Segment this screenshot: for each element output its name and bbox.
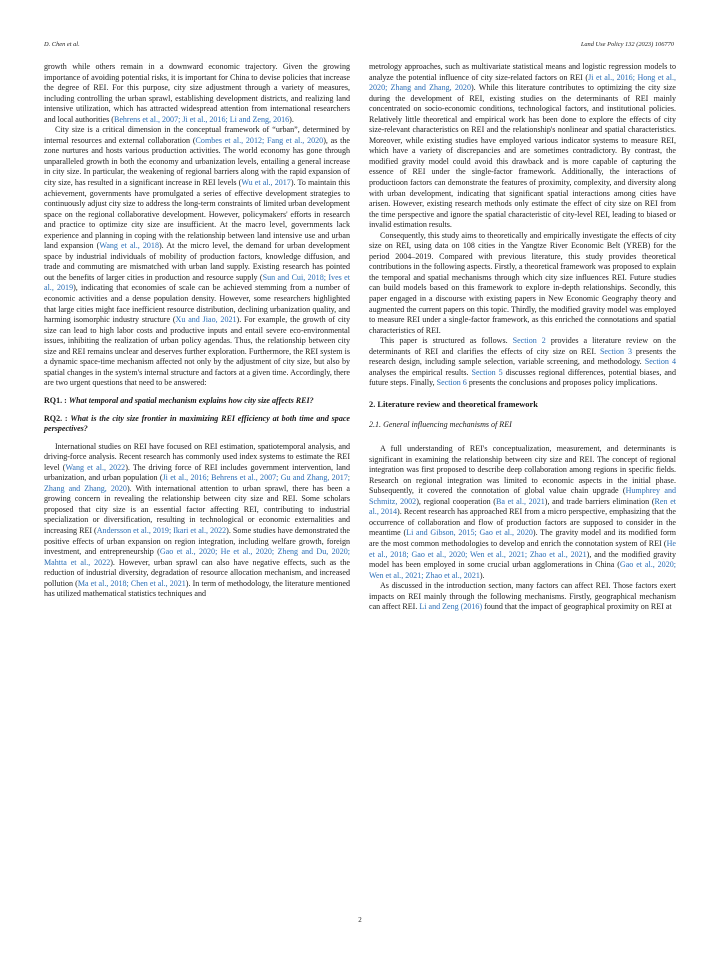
paragraph: This paper is structured as follows. Section 2 provides a literature review on the determinants of REI and clarifies the effects of city size on REI. Section 3 presents the research design, including sample selection, variable screening, and methodology. Section 4 analyses the empirical results. Section 5 discusses regional differences, potential biases, and future steps. Finally, Section 6 presents the conclusions and proposes policy implications. — [369, 336, 676, 388]
rq-label: RQ1. : — [44, 395, 69, 405]
citation-link[interactable]: Ji et al., 2016; Hong et al., 2020; Zhang and Zhang, 2020 — [369, 72, 676, 93]
citation-link[interactable]: Wang et al., 2022 — [65, 462, 126, 472]
citation-link[interactable]: Gao et al., 2020; He et al., 2020; Zheng and Du, 2020; Mahtta et al., 2022 — [44, 547, 350, 567]
citation-link[interactable]: Xu and Jiao, 2021 — [175, 315, 237, 325]
rq-text: What temporal and spatial mechanism explains how city size affects REI? — [68, 395, 314, 405]
paragraph: International studies on REI have focused on REI estimation, spatiotemporal analysis, and driving-force analysis. Recent research has commonly used index systems to estimate the REI level (Wang et al., 2022). The driving force of REI includes government intervention, land urbanization, and urban population (Ji et al., 2016; Behrens et al., 2007; Gu and Zhang, 2017; Zhang and Zhang, 2020). With international attention to urban sprawl, there has been a growing concern in revealing the relationship between city size and REI. Some scholars proposed that city size is an essential factor affecting REI, contributing to industrial specialization or diversification, resulting in technological or economic externalities and increasing REI (Andersson et al., 2019; Ikari et al., 2022). Some studies have demonstrated the positive effects of urban expansion on region integration, including welfare growth, foreign investment, and entrepreneurship (Gao et al., 2020; He et al., 2020; Zheng and Du, 2020; Mahtta et al., 2022). However, urban sprawl can also have negative effects, such as the reduction of industrial diversity, degradation of resource allocation mechanism, and increased pollution (Ma et al., 2018; Chen et al., 2021). In term of methodology, the literature mentioned has utilized mathematical statistics techniques and — [44, 441, 351, 599]
citation-link[interactable]: Section 6 — [436, 378, 467, 388]
paragraph: City size is a critical dimension in the conceptual framework of “urban”, determined by internal resources and external collaboration (Combes et al., 2012; Fang et al., 2020), as the zone nurtures and hosts various production activities. The world economy has gone through unparalleled growth in both the economy and urbanization levels, entailing a general increase in city size. In particular, the weakening of regional barriers along with the rapid expansion of city size, has resulted in a significant increase in REI levels (Wu et al., 2017). To maintain this achievement, governments have promulgated a series of effective development strategies to continuously adjust city size to address the long-term constraints of limited urban development space on the regional collaborative development. However, policymakers' efforts in research and practice to optimize city size are insufficient. At the macro level, governments lack experience and planning in coping with the relationship between land intensive use and urban land expansion (Wang et al., 2018). At the micro level, the demand for urban development space by industrial individuals of mobility of production factors, knowledge diffusion, and trade and commuting are mismatched with urban land supply. Existing research has pointed out the benefits of larger cities in production and resource supply (Sun and Cui, 2018; Ives et al., 2019), indicating that economies of scale can be achieved stemming from a number of economic activities and a dense population density. However, some researchers highlighted that large cities might face inefficient resource distribution, declining urbanization quality, and harming isomorphic industry structure (Xu and Jiao, 2021). For example, the growth of city size can lead to high labor costs and productive inputs and entail severe eco-environmental issues, inhibiting the realization of urban policy agendas. Thus, the relationship between city size and REI remains unclear and deserves further exploration. Furthermore, the REI system is a dynamic space-time mechanism affected not only by the adjustment of city size, but also by spatial changes in the system's internal structure and factors at a given time. Accordingly, there are two urgent questions that need to be answered: — [44, 125, 351, 388]
paragraph: As discussed in the introduction section, many factors can affect REI. Those factors exert impacts on REI mainly through the following mechanisms. Firstly, geographical mechanism can affect REI. Li and Zeng (2016) found that the impact of geographical proximity on REI at — [369, 581, 676, 612]
citation-link[interactable]: Combes et al., 2012; Fang et al., 2020 — [195, 135, 324, 145]
citation-link[interactable]: Wang et al., 2018 — [99, 241, 159, 251]
citation-link[interactable]: Behrens et al., 2007; Ji et al., 2016; Li and Zeng, 2016 — [113, 114, 290, 124]
citation-link[interactable]: Gao et al., 2020; Wen et al., 2021; Zhao et al., 2021 — [369, 560, 676, 580]
paragraph: metrology approaches, such as multivariate statistical means and logistic regression models to analyze the potential influence of city size-related factors on REI (Ji et al., 2016; Hong et al., 2020; Zhang and Zhang, 2020). While this literature contributes to optimizing the city size during the development of REI, existing studies on the determinants of REI mainly concentrated on socio-economic conditions, technological factors, and institutional policies. Relatively little theoretical and empirical work has been done to explore the effects of city size-relevant characteristics on REI and the relationship's nonlinear and spatial characteristics. Moreover, while existing studies have employed various indicator systems to measure REI, which have a variety of discrepancies and are sometimes contradictory. By contrast, the modified gravity model could avoid this drawback and is more capable of capturing the essence of REI under the single-factor framework. Additionally, the interactions of productioon factors can demonstrate the features of proximity, complexity, and diversity along with urban development, indicating that significant spatial interactions among cities have arisen. However, existing research methods only estimate the effect of city size on REI from the time perspective and ignore the spatial characteristic of city-level REI, leading to biased or invalid estimation results. — [369, 62, 676, 230]
citation-link[interactable]: Li and Zeng (2016) — [419, 602, 483, 612]
right-column — [369, 62, 676, 613]
page-number: 2 — [358, 916, 362, 924]
citation-link[interactable]: Section 5 — [471, 367, 503, 377]
paragraph: growth while others remain in a downward economic trajectory. Given the growing importance of avoiding potential risks, it is important for China to devise policies that increase the degree of REI. For this purpose, city size adjustment through a variety of measures, including controlling the urban sprawl, establishing development districts, and realizing land intensive utilization, which has attracted widespread attention from international researchers and local authorities (Behrens et al., 2007; Ji et al., 2016; Li and Zeng, 2016). — [44, 62, 350, 124]
paragraph: A full understanding of REI's conceptualization, measurement, and determinants is significant in examining the relationship between city size and REI. The concept of regional integration was first proposed to describe deep collaboration among regions in specific fields. Research on regional integration was limited to economic aspects in the initial phase. Subsequently, it covered the connotation of global value chain upgrade (Humphrey and Schmitz, 2002), regional cooperation (Ba et al., 2021), and trade barriers elimination (Ren et al., 2014). Recent research has approached REI from a micro perspective, emphasizing that the occurrence of collaboration and flow of production factors are supposed to consider in the meantime (Li and Gibson, 2015; Gao et al., 2020). The gravity model and its modified form are the most common methodologies to develop and enrich the connotation system of REI (He et al., 2018; Gao et al., 2020; Wen et al., 2021; Zhao et al., 2021), and the modified gravity model has been employed in some crucial urban agglomerations in China (Gao et al., 2020; Wen et al., 2021; Zhao et al., 2021). — [369, 444, 677, 580]
citation-link[interactable]: Li and Gibson, 2015; Gao et al., 2020 — [406, 528, 533, 538]
rq-text: What is the city size frontier in maximizing REI efficiency at both time and space perspectives? — [44, 413, 350, 434]
citation-link[interactable]: Wu et al., 2017 — [241, 178, 291, 188]
citation-link[interactable]: Ji et al., 2016; Behrens et al., 2007; Gu and Zhang, 2017; Zhang and Zhang, 2020 — [44, 473, 350, 493]
running-header-author: D. Chen et al. — [44, 41, 80, 48]
citation-link[interactable]: Andersson et al., 2019; Ikari et al., 2022 — [96, 525, 227, 535]
section-heading: 2. Literature review and theoretical framework — [369, 399, 538, 409]
subsection-heading: 2.1. General influencing mechanisms of REI — [369, 419, 512, 429]
research-question-1 — [44, 396, 350, 407]
citation-link[interactable]: Section 3 — [599, 346, 632, 356]
citation-link[interactable]: Humphrey and Schmitz, 2002 — [369, 486, 676, 506]
paragraph: Consequently, this study aims to theoretically and empirically investigate the effects of city size on REI, using data on 108 cities in the Yangtze River Economic Belt (YREB) for the period 2004–2019. Compared with previous literature, this study provides theoretical contributions in the following aspects. Firstly, a theoretical framework was proposed to explain the temporal and spatial mechanisms through which city size influences REI. Future studies can build models based on this framework to explore in-depth relationships. Secondly, this paper engaged in a discourse with existing papers in New Economic Geography theory and augmented the current papers on this topic. Thirdly, the modified gravity model was employed to measure REI under a single-factor framework, as this enriched the connotations and spatial characteristics of REI. — [369, 230, 676, 335]
running-header-journal: Land Use Policy 132 (2023) 106770 — [580, 41, 674, 48]
research-question-2 — [44, 414, 350, 435]
citation-link[interactable]: Sun and Cui, 2018; Ives et al., 2019 — [44, 272, 350, 293]
citation-link[interactable]: Section 4 — [644, 357, 676, 367]
rq-label: RQ2. : — [44, 413, 71, 423]
citation-link[interactable]: He et al., 2018; Gao et al., 2020; Wen et al., 2021; Zhao et al., 2021 — [369, 538, 676, 559]
citation-link[interactable]: Ba et al., 2021 — [496, 496, 545, 506]
citation-link[interactable]: Section 2 — [512, 336, 546, 346]
citation-link[interactable]: Ren et al., 2014 — [369, 496, 677, 517]
citation-link[interactable]: Ma et al., 2018; Chen et al., 2021 — [77, 578, 186, 588]
left-column — [44, 62, 350, 600]
